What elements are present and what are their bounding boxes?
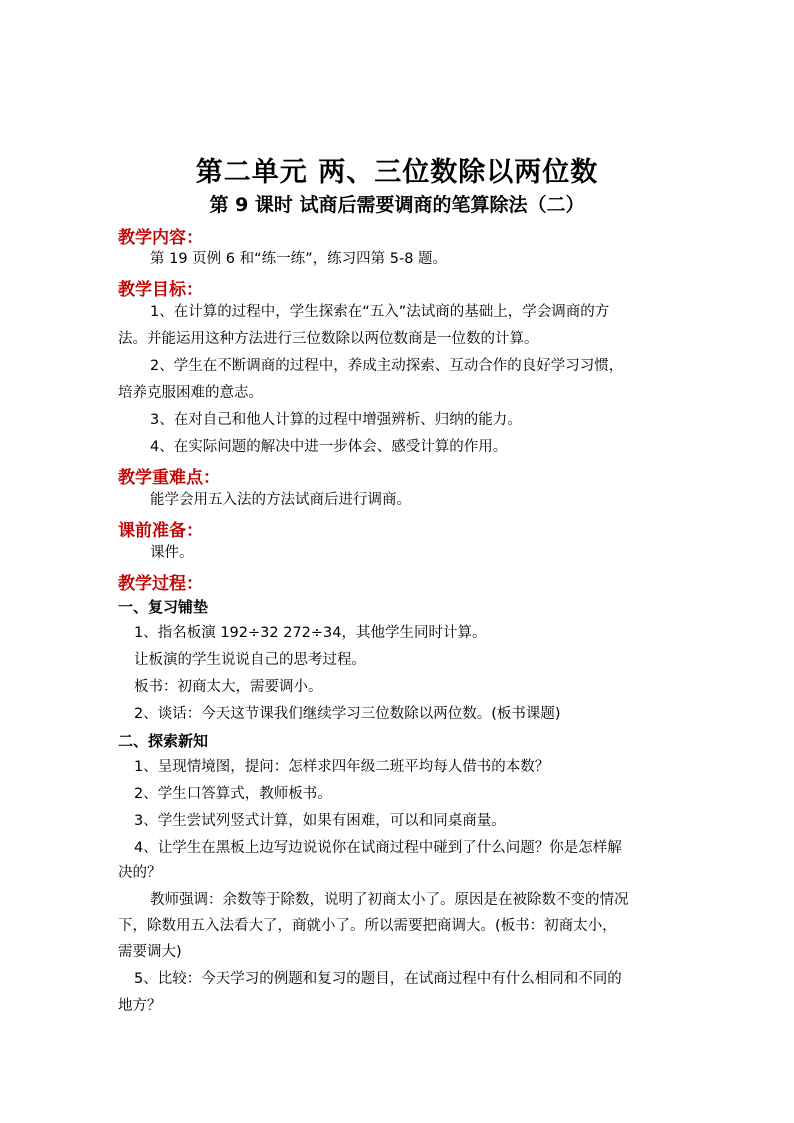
explore-heading: 二、探索新知	[118, 732, 209, 750]
review-line-1: 1、指名板演 192÷32 272÷34，其他学生同时计算。	[134, 625, 487, 641]
goal-1-line-2: 法。并能运用这种方法进行三位数除以两位数商是一位数的计算。	[118, 331, 539, 347]
explore-line-5a: 教师强调：余数等于除数，说明了初商太小了。原因是在被除数不变的情况	[150, 892, 629, 908]
explore-line-1: 1、呈现情境图，提问：怎样求四年级二班平均每人借书的本数？	[134, 759, 550, 775]
process-heading: 教学过程：	[118, 574, 203, 594]
goal-2-line-1: 2、学生在不断调商的过程中，养成主动探索、互动合作的良好学习习惯，	[150, 358, 624, 374]
explore-line-4a: 4、让学生在黑板上边写边说说你在试商过程中碰到了什么问题？你是怎样解	[134, 840, 622, 856]
explore-line-6a: 5、比较：今天学习的例题和复习的题目，在试商过程中有什么相同和不同的	[134, 971, 622, 987]
explore-line-5b: 下，除数用五入法看大了，商就小了。所以需要把商调大。(板书：初商太小，	[118, 918, 617, 934]
preparation-heading: 课前准备：	[118, 521, 203, 541]
key-points-text: 能学会用五入法的方法试商后进行调商。	[150, 492, 411, 508]
explore-line-4b: 决的？	[118, 865, 162, 881]
explore-line-6b: 地方？	[118, 998, 162, 1014]
review-line-2: 让板演的学生说说自己的思考过程。	[134, 652, 366, 668]
review-heading: 一、复习铺垫	[118, 598, 209, 616]
key-points-heading: 教学重难点：	[118, 468, 220, 488]
goal-3: 3、在对自己和他人计算的过程中增强辨析、归纳的能力。	[150, 412, 522, 428]
goal-4: 4、在实际问题的解决中进一步体会、感受计算的作用。	[150, 439, 508, 455]
goals-heading: 教学目标：	[118, 280, 203, 300]
content-heading: 教学内容：	[118, 228, 203, 248]
review-line-3: 板书：初商太大，需要调小。	[134, 679, 323, 695]
preparation-text: 课件。	[150, 545, 194, 561]
content-text: 第 19 页例 6 和“练一练”，练习四第 5-8 题。	[150, 251, 448, 267]
goal-1-line-1: 1、在计算的过程中，学生探索在“五入”法试商的基础上，学会调商的方	[150, 304, 610, 320]
explore-line-5c: 需要调大)	[118, 944, 182, 960]
page-subtitle: 第 9 课时 试商后需要调商的笔算除法（二）	[209, 194, 585, 216]
page-title: 第二单元 两、三位数除以两位数	[195, 157, 599, 188]
explore-line-2: 2、学生口答算式，教师板书。	[134, 786, 332, 802]
review-line-4: 2、谈话：今天这节课我们继续学习三位数除以两位数。(板书课题)	[134, 706, 561, 722]
goal-2-line-2: 培养克服困难的意志。	[118, 385, 263, 401]
explore-line-3: 3、学生尝试列竖式计算，如果有困难，可以和同桌商量。	[134, 813, 506, 829]
